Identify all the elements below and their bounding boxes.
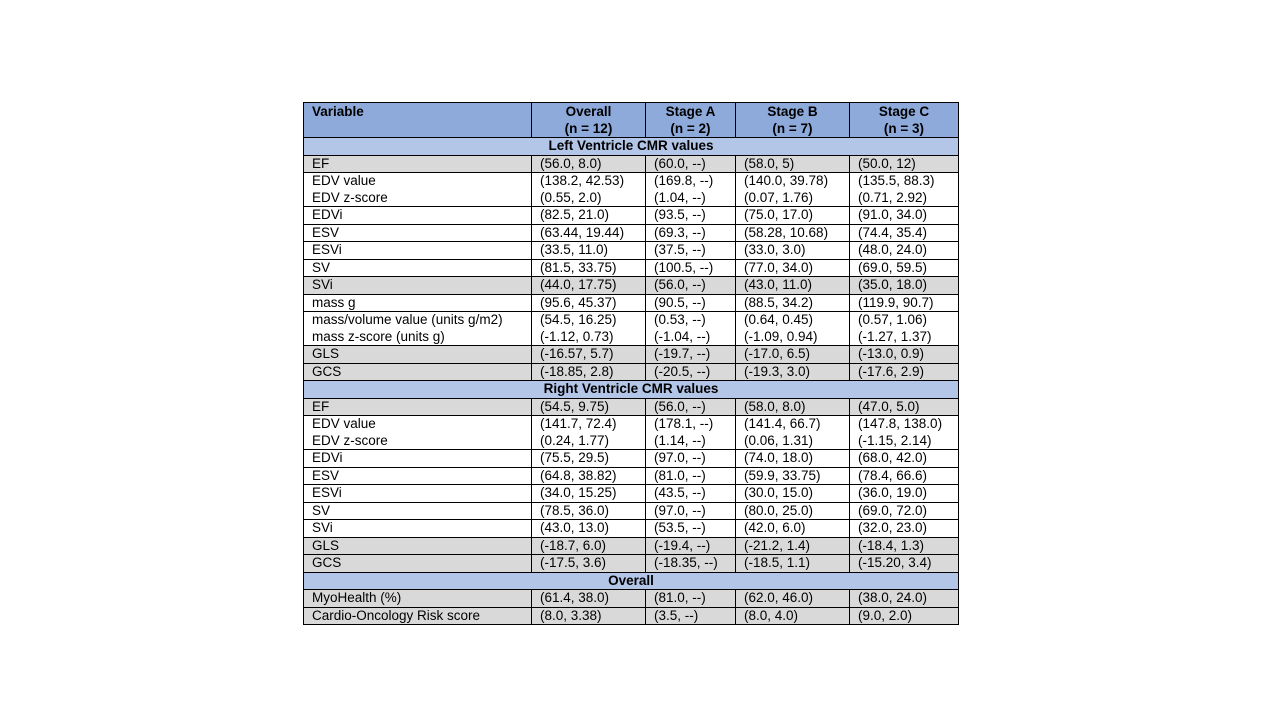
cell-variable	[304, 607, 532, 625]
cell-stage-a	[646, 224, 736, 242]
cell-overall	[532, 537, 646, 555]
cell-text: (-21.2, 1.4)	[744, 537, 811, 553]
cell-text: (77.0, 34.0)	[744, 259, 814, 275]
cell-text: (-1.27, 1.37)	[858, 328, 932, 344]
cell-text: (56.0, --)	[654, 277, 706, 292]
cell-stage-a	[646, 416, 736, 450]
cell-variable	[304, 155, 532, 173]
cell-text: (58.28, 10.68)	[744, 224, 829, 240]
cell-text: (178.1, --)	[654, 416, 714, 431]
cell-text: (95.6, 45.37)	[540, 294, 617, 310]
cell-stage-c	[850, 294, 959, 312]
table-row	[304, 277, 959, 295]
cell-text: (1.04, --)	[654, 189, 706, 205]
cell-text: (69.0, 72.0)	[858, 502, 928, 518]
cell-stage-c	[850, 155, 959, 173]
cell-stage-c	[850, 346, 959, 364]
table-row	[304, 485, 959, 503]
cell-text: (8.0, 4.0)	[744, 607, 799, 623]
cell-text: (97.0, --)	[654, 450, 706, 465]
cell-text: EDV z-score	[312, 189, 388, 205]
cell-text: mass z-score (units g)	[312, 328, 445, 344]
cell-text: (-18.5, 1.1)	[744, 555, 811, 570]
cell-stage-a	[646, 155, 736, 173]
cell-stage-c	[850, 363, 959, 381]
table-row	[304, 173, 959, 207]
cell-stage-c	[850, 485, 959, 503]
table-row	[304, 520, 959, 538]
cell-text: (69.0, 59.5)	[858, 259, 928, 275]
cell-stage-b	[736, 537, 850, 555]
cell-text: (3.5, --)	[654, 607, 699, 623]
cell-overall	[532, 224, 646, 242]
cell-stage-a	[646, 242, 736, 260]
cell-variable	[304, 467, 532, 485]
cell-text: (37.5, --)	[654, 242, 706, 257]
cell-overall	[532, 467, 646, 485]
cell-stage-b	[736, 155, 850, 173]
cell-text: (-1.04, --)	[654, 328, 711, 344]
cell-text: (-13.0, 0.9)	[858, 346, 925, 361]
cell-text: (43.5, --)	[654, 485, 706, 500]
cell-stage-c	[850, 173, 959, 207]
cell-stage-c	[850, 450, 959, 468]
cell-overall	[532, 485, 646, 503]
cell-text: (74.4, 35.4)	[858, 224, 928, 240]
cell-text: (138.2, 42.53)	[540, 173, 625, 188]
cell-text: (54.5, 16.25)	[540, 312, 617, 327]
cell-text: EF	[312, 398, 330, 414]
cell-text: SVi	[312, 277, 333, 292]
header-variable: Variable	[304, 103, 532, 138]
cell-stage-c	[850, 207, 959, 225]
cell-stage-a	[646, 520, 736, 538]
cell-text: (81.5, 33.75)	[540, 259, 617, 275]
table-row	[304, 607, 959, 625]
cell-text: (90.5, --)	[654, 294, 706, 310]
cell-text: (169.8, --)	[654, 173, 714, 188]
cell-stage-a	[646, 312, 736, 346]
cell-text: (-19.3, 3.0)	[744, 363, 811, 379]
cell-stage-c	[850, 520, 959, 538]
cell-stage-b	[736, 416, 850, 450]
cell-stage-c	[850, 277, 959, 295]
cell-variable	[304, 450, 532, 468]
section-header-row	[304, 138, 959, 156]
cell-text: ESVi	[312, 485, 342, 500]
cell-overall	[532, 155, 646, 173]
cell-overall	[532, 173, 646, 207]
section-title: Overall	[304, 572, 959, 590]
cell-variable	[304, 537, 532, 555]
cell-text: (0.53, --)	[654, 312, 706, 327]
cell-stage-c	[850, 224, 959, 242]
cell-text: (-15.20, 3.4)	[858, 555, 932, 570]
table-row	[304, 416, 959, 450]
cell-text: (74.0, 18.0)	[744, 450, 814, 465]
cell-text: EDV z-score	[312, 432, 388, 448]
cell-text: (61.4, 38.0)	[540, 590, 610, 605]
cell-stage-c	[850, 607, 959, 625]
cell-variable	[304, 242, 532, 260]
cell-text: (-18.35, --)	[654, 555, 718, 570]
cell-overall	[532, 242, 646, 260]
cell-stage-a	[646, 398, 736, 416]
cell-text: (81.0, --)	[654, 467, 706, 483]
cell-stage-b	[736, 242, 850, 260]
cell-text: EDV value	[312, 173, 376, 188]
cell-variable	[304, 207, 532, 225]
cell-stage-c	[850, 242, 959, 260]
cell-text: (30.0, 15.0)	[744, 485, 814, 500]
cell-variable	[304, 520, 532, 538]
cell-stage-a	[646, 590, 736, 608]
cell-text: (82.5, 21.0)	[540, 207, 610, 222]
cell-text: (93.5, --)	[654, 207, 706, 222]
cell-text: (0.57, 1.06)	[858, 312, 928, 327]
cell-text: (-18.7, 6.0)	[540, 537, 607, 553]
cell-text: (38.0, 24.0)	[858, 590, 928, 605]
cell-text: (135.5, 88.3)	[858, 173, 935, 188]
cell-text: (8.0, 3.38)	[540, 607, 602, 623]
table-row	[304, 346, 959, 364]
cell-text: ESVi	[312, 242, 342, 257]
header-stage-c: Stage C (n = 3)	[850, 103, 959, 138]
cell-overall	[532, 555, 646, 573]
cell-text: (-18.85, 2.8)	[540, 363, 614, 379]
cell-stage-b	[736, 363, 850, 381]
cell-text: (68.0, 42.0)	[858, 450, 928, 465]
cell-overall	[532, 450, 646, 468]
cell-stage-b	[736, 607, 850, 625]
cell-text: (33.5, 11.0)	[540, 242, 609, 257]
cell-stage-b	[736, 346, 850, 364]
cell-text: (-17.5, 3.6)	[540, 555, 607, 570]
cell-overall	[532, 520, 646, 538]
cell-text: (-1.12, 0.73)	[540, 328, 614, 344]
cell-text: (75.5, 29.5)	[540, 450, 610, 465]
cell-text: (81.0, --)	[654, 590, 706, 605]
cell-text: GCS	[312, 555, 342, 570]
cell-text: (59.9, 33.75)	[744, 467, 821, 483]
cell-text: EDVi	[312, 450, 343, 465]
cell-text: (58.0, 8.0)	[744, 398, 806, 414]
cell-text: (50.0, 12)	[858, 155, 916, 171]
table-row	[304, 155, 959, 173]
cell-overall	[532, 259, 646, 277]
cell-stage-a	[646, 537, 736, 555]
cell-overall	[532, 312, 646, 346]
cell-variable	[304, 224, 532, 242]
cell-text: (88.5, 34.2)	[744, 294, 814, 310]
table-row	[304, 259, 959, 277]
cell-overall	[532, 398, 646, 416]
cell-overall	[532, 277, 646, 295]
cell-stage-b	[736, 467, 850, 485]
cell-text: mass/volume value (units g/m2)	[312, 312, 503, 327]
table-body	[304, 138, 959, 625]
cell-text: EDV value	[312, 416, 376, 431]
cell-text: (62.0, 46.0)	[744, 590, 814, 605]
cell-stage-c	[850, 555, 959, 573]
cell-text: (63.44, 19.44)	[540, 224, 625, 240]
cell-text: GCS	[312, 363, 342, 379]
cell-stage-a	[646, 607, 736, 625]
cell-text: (78.5, 36.0)	[540, 502, 610, 518]
cell-stage-a	[646, 277, 736, 295]
table-row	[304, 312, 959, 346]
cell-text: (141.4, 66.7)	[744, 416, 821, 431]
cell-text: EF	[312, 155, 330, 171]
header-stage-b: Stage B (n = 7)	[736, 103, 850, 138]
cell-text: ESV	[312, 467, 340, 483]
cell-stage-c	[850, 398, 959, 416]
cell-text: (56.0, --)	[654, 398, 706, 414]
cell-stage-a	[646, 207, 736, 225]
cell-text: (80.0, 25.0)	[744, 502, 814, 518]
cell-text: (-17.0, 6.5)	[744, 346, 811, 361]
cell-variable	[304, 346, 532, 364]
cell-text: mass g	[312, 294, 356, 310]
cell-text: (36.0, 19.0)	[858, 485, 928, 500]
cell-text: (0.07, 1.76)	[744, 189, 814, 205]
cell-stage-c	[850, 312, 959, 346]
cell-text: GLS	[312, 346, 340, 361]
cell-text: (35.0, 18.0)	[858, 277, 928, 292]
cell-overall	[532, 607, 646, 625]
cell-text: (69.3, --)	[654, 224, 706, 240]
cell-stage-a	[646, 467, 736, 485]
cell-text: (56.0, 8.0)	[540, 155, 602, 171]
table-row	[304, 398, 959, 416]
cell-stage-b	[736, 485, 850, 503]
table-row	[304, 450, 959, 468]
table-header-row	[304, 103, 959, 138]
cell-text: (0.71, 2.92)	[858, 189, 928, 205]
cell-text: (33.0, 3.0)	[744, 242, 806, 257]
cell-variable	[304, 590, 532, 608]
cell-stage-a	[646, 363, 736, 381]
cell-stage-c	[850, 590, 959, 608]
section-title: Right Ventricle CMR values	[304, 381, 959, 399]
cell-text: (97.0, --)	[654, 502, 706, 518]
cell-overall	[532, 363, 646, 381]
cell-text: (60.0, --)	[654, 155, 706, 171]
cell-variable	[304, 277, 532, 295]
cell-variable	[304, 363, 532, 381]
cell-stage-a	[646, 450, 736, 468]
table-row	[304, 467, 959, 485]
cell-text: (0.64, 0.45)	[744, 312, 814, 327]
table-row	[304, 537, 959, 555]
cell-text: (53.5, --)	[654, 520, 706, 535]
cell-text: (91.0, 34.0)	[858, 207, 928, 222]
cell-text: (0.06, 1.31)	[744, 432, 814, 448]
cell-text: (58.0, 5)	[744, 155, 795, 171]
section-title: Left Ventricle CMR values	[304, 138, 959, 156]
cell-stage-b	[736, 207, 850, 225]
cell-stage-c	[850, 537, 959, 555]
table-row	[304, 555, 959, 573]
cell-stage-b	[736, 259, 850, 277]
cell-text: (119.9, 90.7)	[858, 294, 934, 310]
cell-variable	[304, 555, 532, 573]
cell-text: (141.7, 72.4)	[540, 416, 617, 431]
table-row	[304, 294, 959, 312]
cell-text: (34.0, 15.25)	[540, 485, 617, 500]
section-header-row	[304, 572, 959, 590]
cell-text: (-17.6, 2.9)	[858, 363, 925, 379]
cell-text: MyoHealth (%)	[312, 590, 402, 605]
cell-stage-a	[646, 173, 736, 207]
section-header-row	[304, 381, 959, 399]
cell-variable	[304, 398, 532, 416]
cell-text: (-18.4, 1.3)	[858, 537, 925, 553]
cell-text: (-1.09, 0.94)	[744, 328, 818, 344]
cell-stage-c	[850, 416, 959, 450]
cell-stage-b	[736, 294, 850, 312]
cell-text: (0.55, 2.0)	[540, 189, 602, 205]
cell-overall	[532, 346, 646, 364]
cell-text: (43.0, 13.0)	[540, 520, 610, 535]
cell-text: (1.14, --)	[654, 432, 706, 448]
cell-variable	[304, 485, 532, 503]
cell-text: (-1.15, 2.14)	[858, 432, 932, 448]
table-row	[304, 224, 959, 242]
cell-text: (64.8, 38.82)	[540, 467, 617, 483]
cell-text: SV	[312, 259, 331, 275]
cell-text: (47.0, 5.0)	[858, 398, 920, 414]
header-overall: Overall (n = 12)	[532, 103, 646, 138]
cmr-results-table	[303, 102, 959, 625]
cell-text: (100.5, --)	[654, 259, 714, 275]
cell-variable	[304, 173, 532, 207]
cell-stage-c	[850, 467, 959, 485]
cell-text: (-16.57, 5.7)	[540, 346, 614, 361]
cell-stage-a	[646, 485, 736, 503]
cell-stage-c	[850, 259, 959, 277]
cell-text: EDVi	[312, 207, 343, 222]
cell-text: (32.0, 23.0)	[858, 520, 928, 535]
cell-text: SVi	[312, 520, 333, 535]
cell-stage-a	[646, 259, 736, 277]
cell-overall	[532, 590, 646, 608]
table-row	[304, 363, 959, 381]
cell-stage-a	[646, 294, 736, 312]
cell-text: (147.8, 138.0)	[858, 416, 943, 431]
cell-text: (140.0, 39.78)	[744, 173, 829, 188]
cell-stage-b	[736, 398, 850, 416]
cell-stage-a	[646, 502, 736, 520]
cell-stage-b	[736, 502, 850, 520]
cell-stage-b	[736, 277, 850, 295]
cell-text: Cardio-Oncology Risk score	[312, 607, 481, 623]
cell-text: SV	[312, 502, 331, 518]
cell-overall	[532, 416, 646, 450]
cell-text: ESV	[312, 224, 340, 240]
cell-variable	[304, 312, 532, 346]
table-row	[304, 242, 959, 260]
cell-text: (54.5, 9.75)	[540, 398, 610, 414]
cell-variable	[304, 502, 532, 520]
table-row	[304, 207, 959, 225]
cell-stage-c	[850, 502, 959, 520]
cell-overall	[532, 207, 646, 225]
cell-stage-b	[736, 520, 850, 538]
cell-text: (48.0, 24.0)	[858, 242, 928, 257]
cell-stage-b	[736, 224, 850, 242]
cell-stage-a	[646, 346, 736, 364]
cell-stage-b	[736, 173, 850, 207]
cell-stage-b	[736, 555, 850, 573]
cell-text: (-20.5, --)	[654, 363, 711, 379]
cell-stage-b	[736, 450, 850, 468]
cell-text: (42.0, 6.0)	[744, 520, 806, 535]
cell-variable	[304, 259, 532, 277]
cell-variable	[304, 416, 532, 450]
cell-stage-b	[736, 590, 850, 608]
cell-text: (44.0, 17.75)	[540, 277, 617, 292]
header-stage-a: Stage A (n = 2)	[646, 103, 736, 138]
cell-overall	[532, 502, 646, 520]
table-row	[304, 590, 959, 608]
cell-variable	[304, 294, 532, 312]
table-row	[304, 502, 959, 520]
cell-text: (43.0, 11.0)	[744, 277, 813, 292]
cell-text: GLS	[312, 537, 340, 553]
cell-overall	[532, 294, 646, 312]
cell-text: (78.4, 66.6)	[858, 467, 928, 483]
cell-text: (75.0, 17.0)	[744, 207, 814, 222]
cell-text: (-19.4, --)	[654, 537, 711, 553]
cell-text: (0.24, 1.77)	[540, 432, 610, 448]
cell-text: (9.0, 2.0)	[858, 607, 913, 623]
cell-stage-a	[646, 555, 736, 573]
cell-text: (-19.7, --)	[654, 346, 711, 361]
cell-stage-b	[736, 312, 850, 346]
